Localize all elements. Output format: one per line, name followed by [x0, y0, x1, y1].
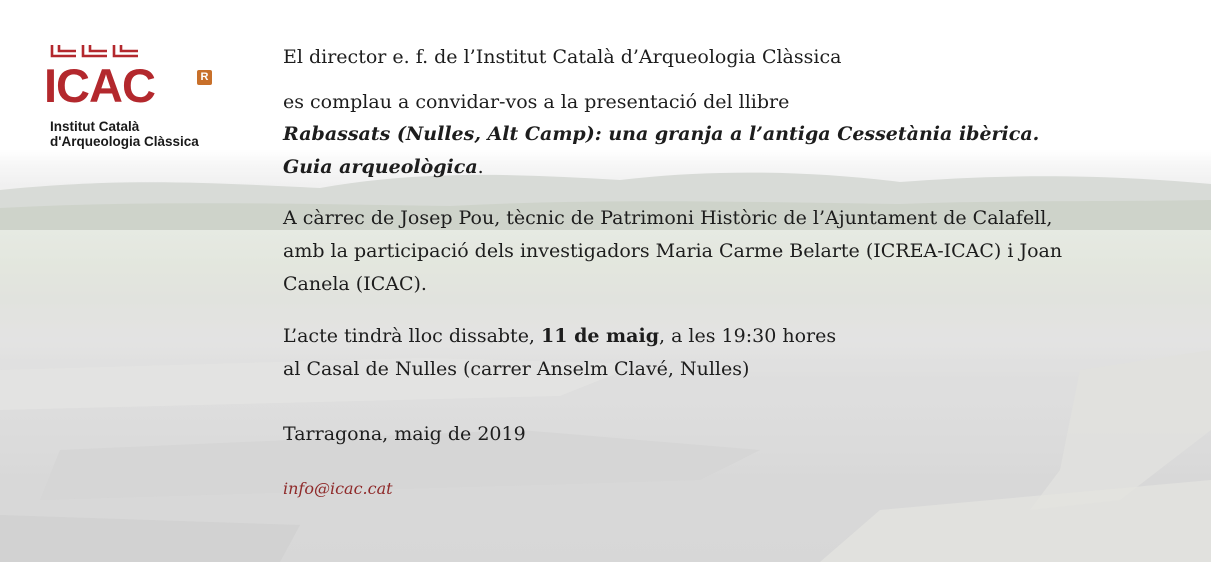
event-pre: L’acte tindrà lloc dissabte,: [283, 325, 542, 347]
book-title-line-2: [283, 151, 484, 184]
venue-line: al Casal de Nulles (carrer Anselm Clavé, Nulles): [283, 358, 750, 380]
presenter-line-1: A càrrec de Josep Pou, tècnic de Patrimoni Històric de l’Ajuntament de Calafell,: [283, 207, 1053, 229]
logo-badge: R: [197, 70, 212, 85]
email-link[interactable]: info@icac.cat: [283, 479, 393, 498]
signoff-line: Tarragona, maig de 2019: [283, 423, 526, 445]
event-line: [283, 320, 836, 353]
presenter-line-3: Canela (ICAC).: [283, 273, 427, 295]
book-subtitle: Guia arqueològica: [283, 156, 478, 178]
event-post: , a les 19:30 hores: [658, 325, 837, 347]
director-line: El director e. f. de l’Institut Català d’Arqueologia Clàssica: [283, 46, 842, 68]
icac-logo-bars-icon: [50, 44, 142, 58]
presenter-line-2: amb la participació dels investigadors Maria Carme Belarte (ICREA-ICAC) i Joan: [283, 240, 1063, 262]
invite-line: es complau a convidar-vos a la presentació del llibre: [283, 91, 790, 113]
event-date: 11 de maig: [541, 325, 659, 347]
book-title-end: .: [477, 156, 484, 178]
icac-logo: [44, 44, 249, 154]
logo-name-line-1: Institut Català: [50, 119, 140, 134]
logo-name-line-2: d'Arqueologia Clàssica: [50, 134, 199, 149]
book-title-line-1: Rabassats (Nulles, Alt Camp): una granja a l’antiga Cessetània ibèrica.: [283, 123, 1040, 145]
logo-acronym: ICAC: [44, 59, 155, 112]
